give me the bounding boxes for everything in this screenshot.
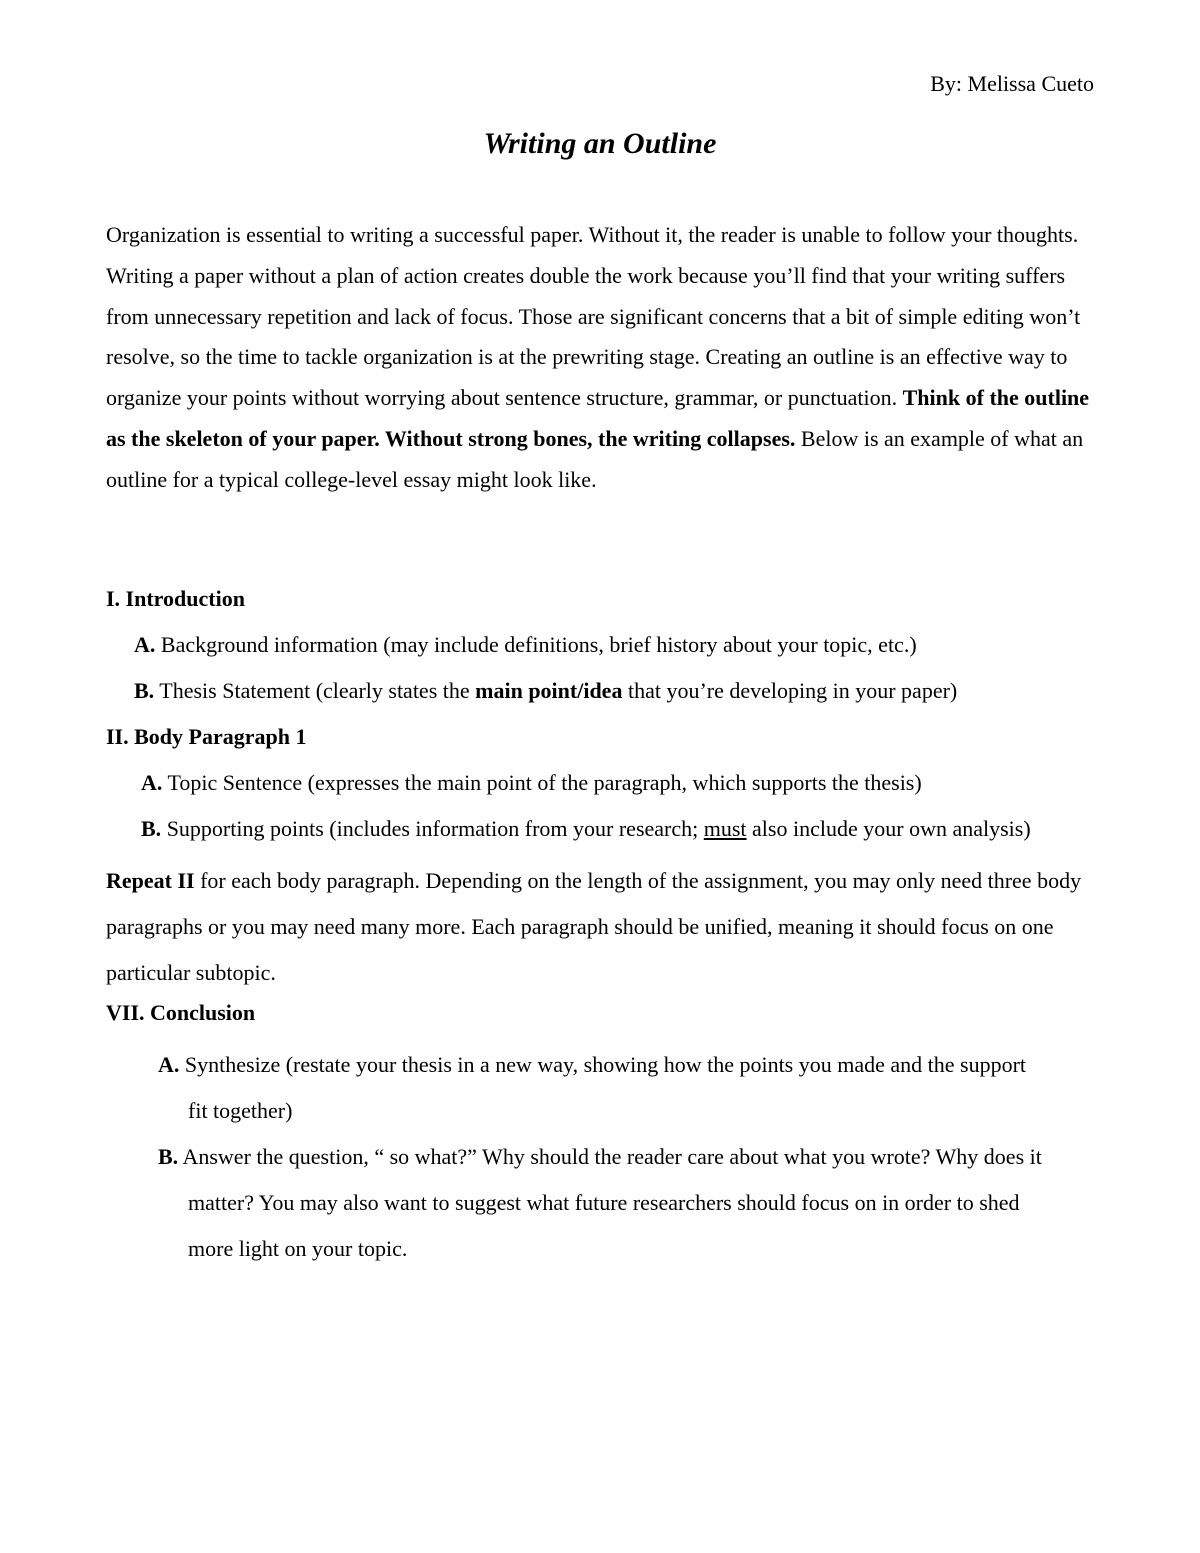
outline-item-body-a (106, 766, 1096, 812)
item-label: B. (158, 1144, 179, 1169)
item-text: Topic Sentence (expresses the main point of the paragraph, which supports the thesis) (162, 770, 922, 795)
item-underlined-text: must (703, 816, 747, 841)
item-text: Background information (may include definitions, brief history about your topic, etc.) (155, 632, 917, 657)
item-text: that you’re developing in your paper) (622, 678, 958, 703)
item-text: Supporting points (includes information from your research; (161, 816, 704, 841)
item-label: B. (141, 816, 162, 841)
item-text: also include your own analysis) (746, 816, 1031, 841)
item-text: Synthesize (restate your thesis in a new way, showing how the points you made and the support fit together) (179, 1052, 1027, 1123)
outline-item-body-b (106, 812, 1096, 858)
outline-item-conclusion-a (106, 1042, 1048, 1134)
outline-heading-body: II. Body Paragraph 1 (106, 724, 307, 749)
outline-item-intro-b (106, 674, 1096, 720)
outline-section (106, 582, 1096, 1272)
item-label: A. (141, 770, 163, 795)
intro-paragraph (106, 215, 1096, 501)
item-label: A. (134, 632, 156, 657)
outline-item-intro-a (106, 628, 1096, 674)
outline-heading-conclusion: VII. Conclusion (106, 1000, 256, 1025)
item-text: Thesis Statement (clearly states the (154, 678, 476, 703)
repeat-note (106, 858, 1096, 996)
author-line: By: Melissa Cueto (930, 71, 1094, 96)
repeat-note-bold: Repeat II (106, 868, 195, 893)
item-bold-text: main point/idea (475, 678, 623, 703)
item-label: B. (134, 678, 155, 703)
intro-bold-statement: Think of the outline as the skeleton of your paper. Without strong bones, the writing collapses. (106, 385, 1090, 451)
repeat-note-text: for each body paragraph. Depending on the length of the assignment, you may only need three body paragraphs or you may need many more. Each paragraph should be unified, meaning it should focus on one particular subtopic. (106, 868, 1082, 985)
intro-text-2: Below is an example of what an outline for a typical college-level essay might look like. (106, 425, 1084, 492)
item-label: A. (158, 1052, 180, 1077)
outline-item-conclusion-b (106, 1134, 1048, 1272)
intro-text-1: Organization is essential to writing a successful paper. Without it, the reader is unable to follow your thoughts. Writing a paper without a plan of action creates double the work because you’ll find that your writing suffers from unnecessary repetition and lack of focus. Those are significant concerns that a bit of simple editing won’t resolve, so the time to tackle organization is at the prewriting stage. Creating an outline is an effective way to organize your points without worrying about sentence structure, grammar, or punctuation. (106, 222, 1081, 411)
item-text: Answer the question, “ so what?” Why should the reader care about what you wrote? Why does it matter? You may also want to suggest what future researchers should focus on in order to shed more light on your topic. (178, 1144, 1042, 1261)
outline-heading-introduction: I. Introduction (106, 586, 245, 611)
document-title: Writing an Outline (483, 127, 717, 160)
